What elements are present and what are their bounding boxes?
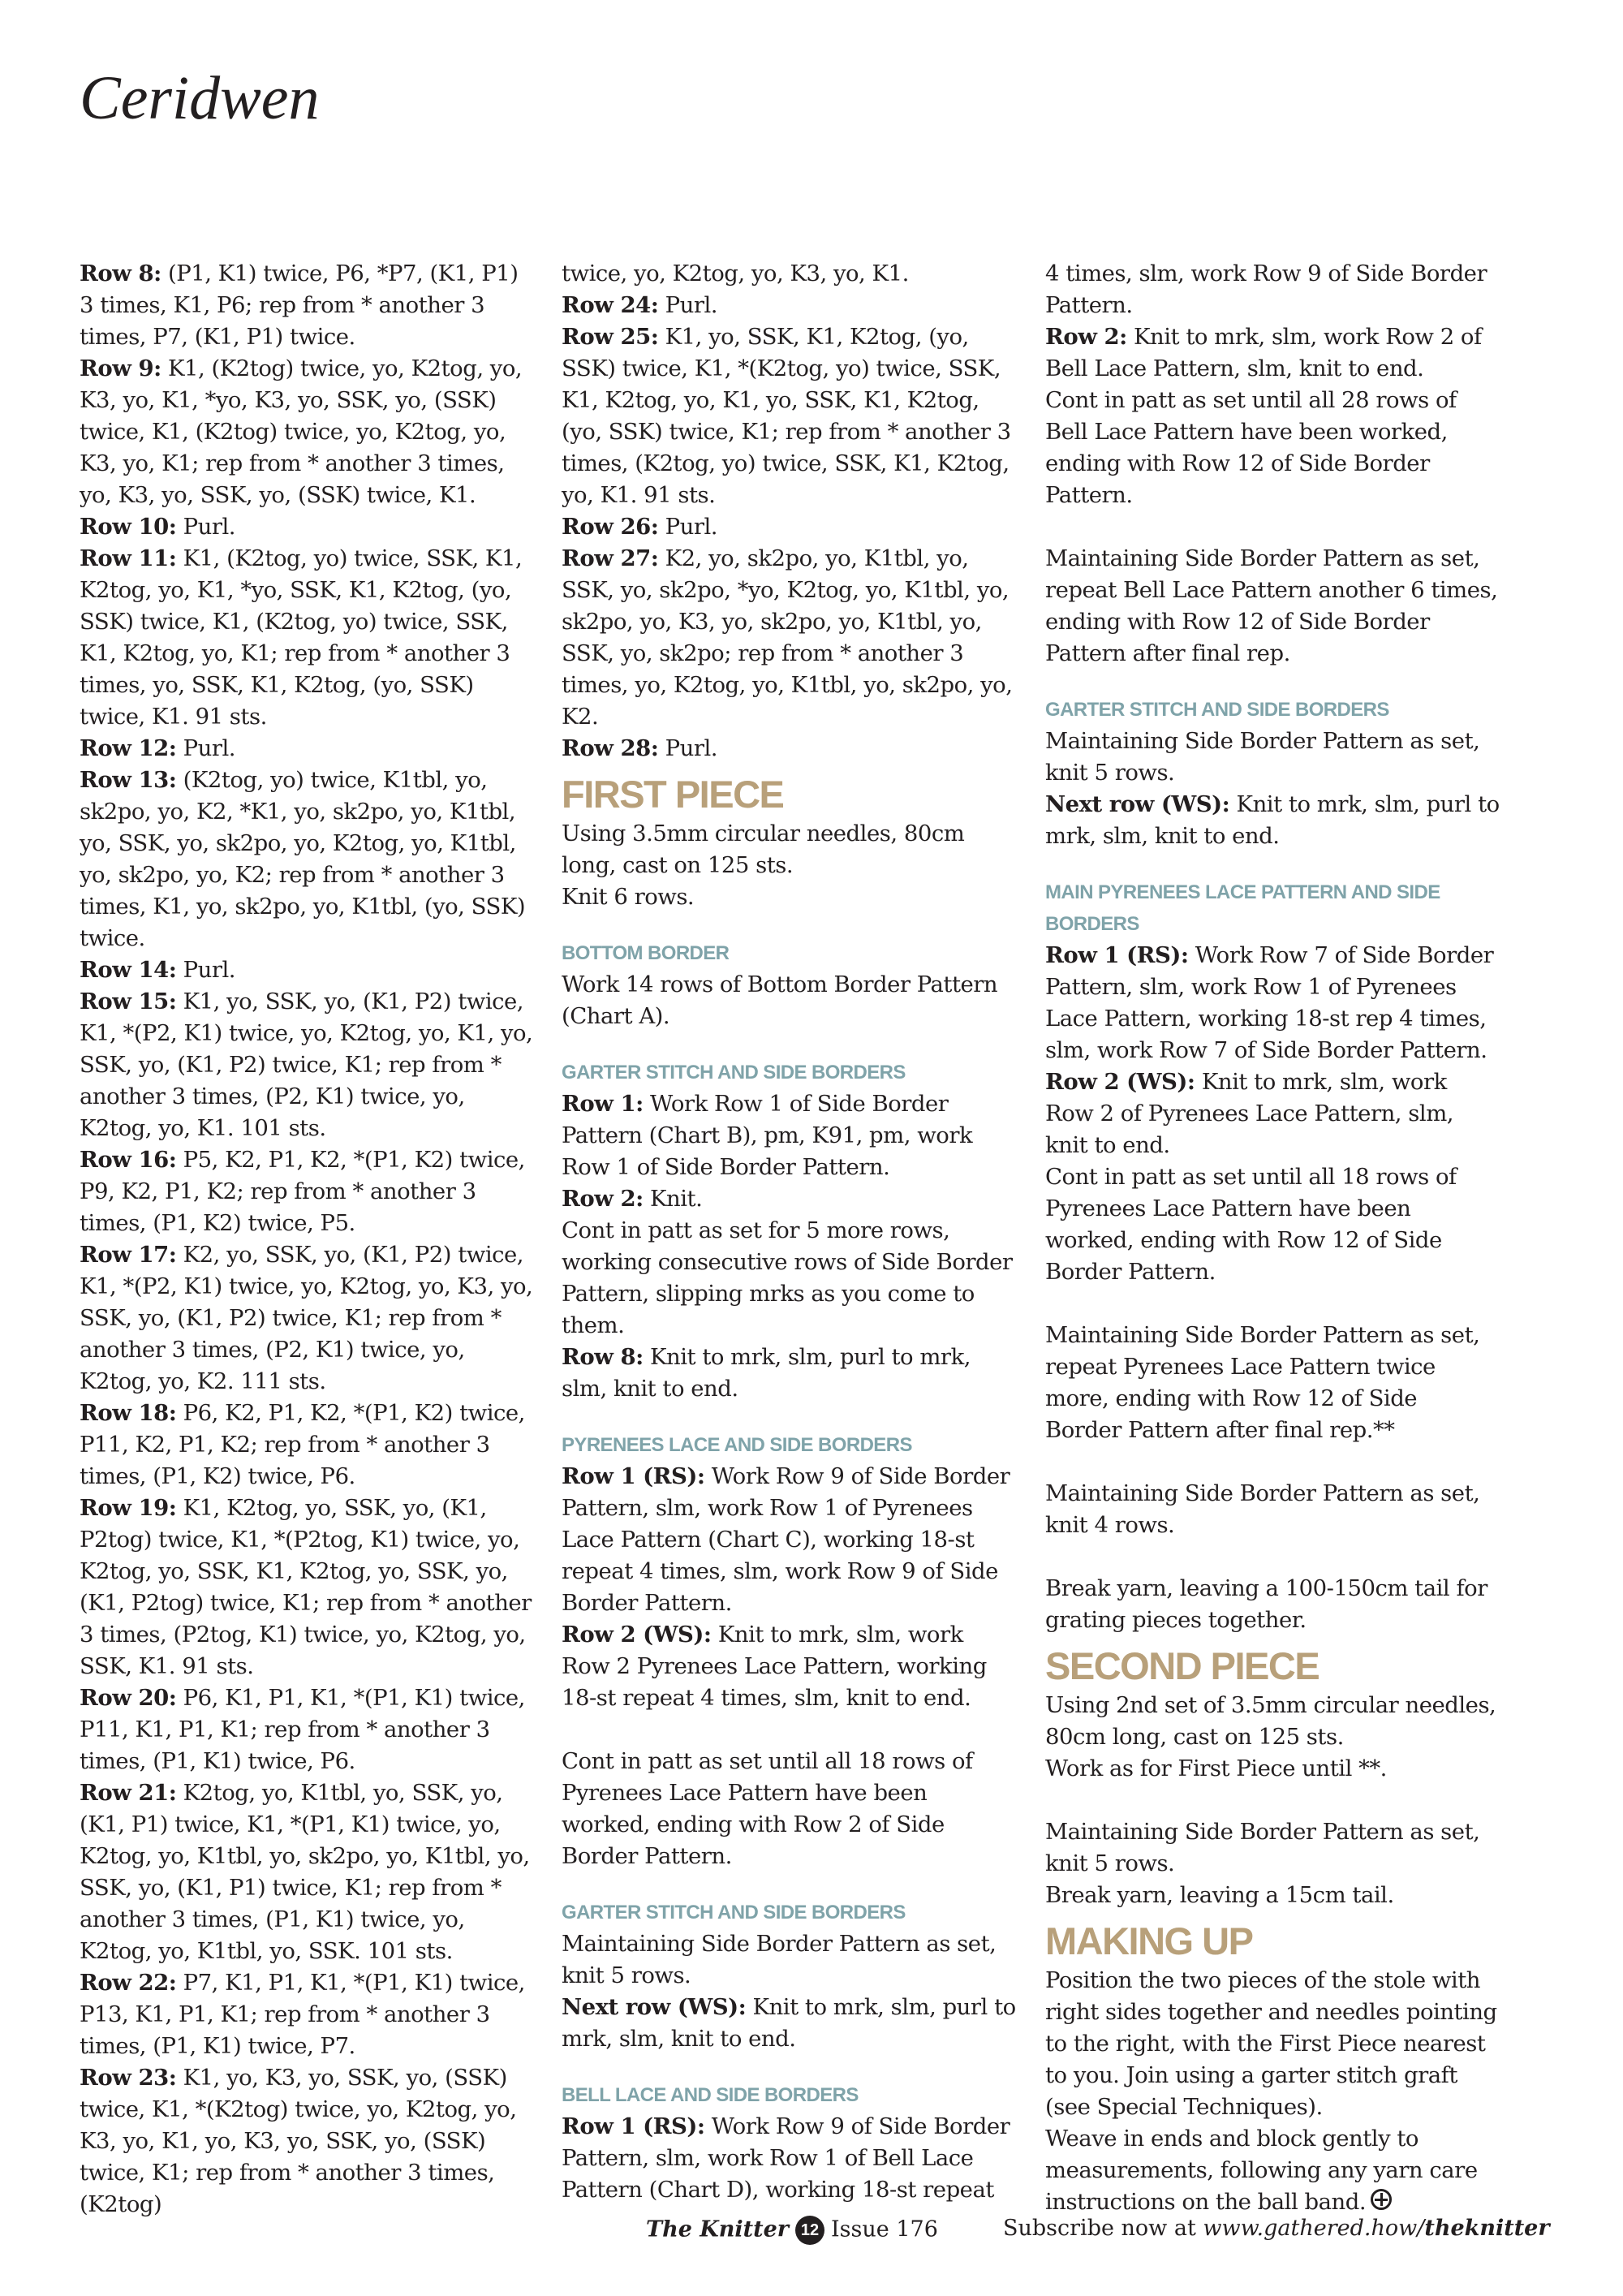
pattern-row <box>562 321 1016 511</box>
first-piece-intro-2: Knit 6 rows. <box>562 884 695 910</box>
row-label: Row 2: <box>562 1186 644 1212</box>
pattern-row <box>80 543 534 733</box>
pyrenees-para: Cont in patt as set until all 18 rows of Pyrenees Lace Pattern have been worked, ending with Row 2 of Side Border Pattern. <box>562 1748 973 1869</box>
row-text: Knit to mrk, slm, work Row 2 Pyrenees Lace Pattern, working 18-st repeat 4 times, slm, knit to end. <box>562 1622 987 1711</box>
pattern-row <box>1045 940 1500 1066</box>
bottom-border-text: Work 14 rows of Bottom Border Pattern (Chart A). <box>562 971 998 1029</box>
row-label: Row 17: <box>80 1242 177 1268</box>
pattern-row <box>80 765 534 954</box>
first-piece-intro-1: Using 3.5mm circular needles, 80cm long, cast on 125 sts. <box>562 821 965 878</box>
row-text: Purl. <box>658 292 718 318</box>
row-text: K1, yo, SSK, yo, (K1, P2) twice, K1, *(P2, K1) twice, yo, K2tog, yo, K1, yo, SSK, yo, (K1, P2) twice, K1; rep from * another 3 times, (P2, K1) twice, yo, K2tog, yo, K1. 101 sts. <box>80 989 533 1141</box>
subheading-pyrenees: PYRENEES LACE AND SIDE BORDERS <box>562 1434 912 1456</box>
footer-subscribe <box>1003 2216 1550 2241</box>
row-label: Row 10: <box>80 514 177 540</box>
row-text: 4 times, slm, work Row 9 of Side Border Pattern. <box>1045 261 1487 318</box>
row-label: Row 13: <box>80 767 177 793</box>
row-label: Row 22: <box>80 1970 177 1996</box>
footer-subscribe-text: Subscribe now at <box>1003 2216 1196 2241</box>
row-text: Work Row 7 of Side Border Pattern, slm, work Row 1 of Pyrenees Lace Pattern, working 18-st rep 4 times, slm, work Row 7 of Side Border Pattern. <box>1045 942 1494 1063</box>
pattern-row <box>562 1992 1016 2055</box>
pattern-row <box>1045 385 1500 511</box>
pattern-row <box>562 733 1016 765</box>
making-up-line-2 <box>1045 2123 1500 2218</box>
column-2 <box>562 258 1016 2206</box>
row-label: Row 15: <box>80 989 177 1014</box>
row-text: P6, K1, P1, K1, *(P1, K1) twice, P11, K1, P1, K1; rep from * another 3 times, (P1, K1) twice, P6. <box>80 1685 525 1774</box>
row-text: Maintaining Side Border Pattern as set, knit 5 rows. <box>1045 728 1480 786</box>
row-text: Knit to mrk, slm, purl to mrk, slm, knit to end. <box>562 1344 971 1402</box>
row-label: Row 14: <box>80 957 177 983</box>
row-text: Cont in patt as set until all 18 rows of Pyrenees Lace Pattern have been worked, ending with Row 12 of Side Border Pattern. <box>1045 1164 1457 1285</box>
row-text: K2, yo, SSK, yo, (K1, P2) twice, K1, *(P2, K1) twice, yo, K2tog, yo, K3, yo, SSK, yo, (K1, P2) twice, K1; rep from * another 3 times, (P2, K1) twice, yo, K2tog, yo, K2. 111 sts. <box>80 1242 533 1394</box>
row-text: K2, yo, sk2po, yo, K1tbl, yo, SSK, yo, sk2po, *yo, K2tog, yo, K1tbl, yo, sk2po, yo, K3, yo, sk2po, yo, K1tbl, yo, SSK, yo, sk2po; rep from * another 3 times, yo, K2tog, yo, K1tbl, yo, sk2po, yo, K2. <box>562 545 1013 730</box>
pattern-row <box>80 954 534 986</box>
row-label: Row 12: <box>80 735 177 761</box>
row-label: Row 8: <box>562 1344 644 1370</box>
pattern-row <box>1045 258 1500 321</box>
row-label: Row 11: <box>80 545 177 571</box>
row-label: Row 2 (WS): <box>562 1622 712 1648</box>
footer-magazine: The Knitter <box>646 2216 790 2242</box>
row-label: Row 16: <box>80 1147 177 1173</box>
row-text: Work Row 9 of Side Border Pattern, slm, work Row 1 of Bell Lace Pattern (Chart D), working 18-st repeat <box>562 2113 1010 2203</box>
row-text: K1, yo, K3, yo, SSK, yo, (SSK) twice, K1, *(K2tog) twice, yo, K2tog, yo, K3, yo, K1, yo, K3, yo, SSK, yo, (SSK) twice, K1; rep from * another 3 times, (K2tog) <box>80 2065 517 2217</box>
row-text: Knit to mrk, slm, purl to mrk, slm, knit to end. <box>562 1994 1016 2052</box>
row-label: Row 26: <box>562 514 659 540</box>
end-of-pattern-icon <box>1371 2189 1392 2210</box>
subheading-bell-lace: BELL LACE AND SIDE BORDERS <box>562 2084 859 2106</box>
row-label: Row 18: <box>80 1400 177 1426</box>
row-text: twice, yo, K2tog, yo, K3, yo, K1. <box>562 261 909 286</box>
row-text: Purl. <box>658 514 718 540</box>
pattern-row <box>80 1239 534 1398</box>
footer-url-bold: theknitter <box>1424 2216 1550 2241</box>
row-label: Row 2 (WS): <box>1045 1069 1195 1095</box>
pattern-row <box>1045 726 1500 789</box>
row-text: Work Row 9 of Side Border Pattern, slm, work Row 1 of Pyrenees Lace Pattern (Chart C), working 18-st repeat 4 times, slm, work Row 9 of Side Border Pattern. <box>562 1463 1010 1616</box>
row-text: K1, K2tog, yo, SSK, yo, (K1, P2tog) twice, K1, *(P2tog, K1) twice, yo, K2tog, yo, SSK, K1, K2tog, yo, SSK, yo, (K1, P2tog) twice, K1; rep from * another 3 times, (P2tog, K1) twice, yo, K2tog, yo, SSK, K1. 91 sts. <box>80 1495 532 1679</box>
subheading-bottom-border: BOTTOM BORDER <box>562 942 730 964</box>
row-text: Knit to mrk, slm, work Row 2 of Pyrenees Lace Pattern, slm, knit to end. <box>1045 1069 1454 1158</box>
row-label: Row 25: <box>562 324 659 350</box>
second-piece-line-1: Using 2nd set of 3.5mm circular needles, 80cm long, cast on 125 sts. <box>1045 1692 1496 1750</box>
pattern-row <box>1045 1066 1500 1161</box>
row-text: Knit. <box>643 1186 703 1212</box>
pattern-row <box>80 986 534 1144</box>
footer-issue-number: Issue 176 <box>831 2216 938 2242</box>
pattern-row <box>562 290 1016 321</box>
row-text: Purl. <box>176 514 236 540</box>
pattern-row <box>562 1342 1016 1405</box>
main-pyrenees-para-1: Maintaining Side Border Pattern as set, repeat Pyrenees Lace Pattern twice more, ending with Row 12 of Side Border Pattern after final rep.** <box>1045 1322 1480 1443</box>
row-text: P5, K2, P1, K2, *(P1, K2) twice, P9, K2, P1, K2; rep from * another 3 times, (P1, K2) twice, P5. <box>80 1147 525 1236</box>
pattern-row <box>562 1183 1016 1215</box>
subheading-main-pyrenees: MAIN PYRENEES LACE PATTERN AND SIDE BORDERS <box>1045 881 1440 935</box>
making-up-line-1: Position the two pieces of the stole with right sides together and needles pointing to the right, with the First Piece nearest to you. Join using a garter stitch graft (see Special Techniques). <box>1045 1967 1497 2120</box>
row-label: Row 21: <box>80 1780 177 1806</box>
main-pyrenees-para-3: Break yarn, leaving a 100-150cm tail for grating pieces together. <box>1045 1575 1487 1633</box>
row-text: P7, K1, P1, K1, *(P1, K1) twice, P13, K1, P1, K1; rep from * another 3 times, (P1, K1) twice, P7. <box>80 1970 525 2059</box>
subheading-garter-2: GARTER STITCH AND SIDE BORDERS <box>562 1902 906 1923</box>
row-text: (K2tog, yo) twice, K1tbl, yo, sk2po, yo, K2, *K1, yo, sk2po, yo, K1tbl, yo, SSK, yo, sk2po, yo, K2tog, yo, K1tbl, yo, sk2po, yo, K2; rep from * another 3 times, K1, yo, sk2po, yo, K1tbl, (yo, SSK) twice. <box>80 767 526 951</box>
pattern-row <box>562 1928 1016 1992</box>
subheading-garter-1: GARTER STITCH AND SIDE BORDERS <box>562 1062 906 1083</box>
row-label: Row 1 (RS): <box>562 1463 705 1489</box>
column-3 <box>1045 258 1500 2218</box>
row-label: Row 19: <box>80 1495 177 1521</box>
pattern-row <box>80 353 534 511</box>
row-text: Maintaining Side Border Pattern as set, knit 5 rows. <box>562 1931 997 1988</box>
row-text: Cont in patt as set until all 28 rows of Bell Lace Pattern have been worked, ending with Row 12 of Side Border Pattern. <box>1045 387 1457 508</box>
pattern-row <box>80 511 534 543</box>
row-label: Row 8: <box>80 261 161 286</box>
pattern-row <box>80 1398 534 1493</box>
pattern-row <box>562 543 1016 733</box>
row-label: Row 23: <box>80 2065 177 2091</box>
pattern-row <box>80 258 534 353</box>
row-text: K2tog, yo, K1tbl, yo, SSK, yo, (K1, P1) twice, K1, *(P1, K1) twice, yo, K2tog, yo, K1tbl, yo, sk2po, yo, K1tbl, yo, SSK, yo, (K1, P1) twice, K1; rep from * another 3 times, (P1, K1) twice, yo, K2tog, yo, K1tbl, yo, SSK. 101 sts. <box>80 1780 530 1964</box>
row-text: K1, yo, SSK, K1, K2tog, (yo, SSK) twice, K1, *(K2tog, yo) twice, SSK, K1, K2tog, yo, K1, yo, SSK, K1, K2tog, (yo, SSK) twice, K1; rep from * another 3 times, (K2tog, yo) twice, SSK, K1, K2tog, yo, K1. 91 sts. <box>562 324 1011 508</box>
pattern-row <box>80 733 534 765</box>
section-heading-second-piece: SECOND PIECE <box>1045 1644 1319 1687</box>
row-text: Purl. <box>658 735 718 761</box>
main-pyrenees-para-2: Maintaining Side Border Pattern as set, knit 4 rows. <box>1045 1480 1480 1538</box>
row-text: (P1, K1) twice, P6, *P7, (K1, P1) 3 times, K1, P6; rep from * another 3 times, P7, (K1, P1) twice. <box>80 261 519 350</box>
row-label: Row 1: <box>562 1091 644 1117</box>
page-title: Ceridwen <box>80 64 320 132</box>
pattern-row <box>562 1461 1016 1619</box>
row-label: Row 28: <box>562 735 659 761</box>
bell-repeat-para: Maintaining Side Border Pattern as set, repeat Bell Lace Pattern another 6 times, ending with Row 12 of Side Border Pattern after final rep. <box>1045 545 1498 666</box>
pattern-row <box>562 511 1016 543</box>
making-up-line-2-text: Weave in ends and block gently to measurements, following any yarn care instructions on the ball band. <box>1045 2126 1478 2215</box>
pattern-row <box>80 1967 534 2062</box>
row-text: Purl. <box>176 735 236 761</box>
pattern-row <box>1045 789 1500 852</box>
pattern-row <box>80 1682 534 1777</box>
row-label: Row 1 (RS): <box>562 2113 705 2139</box>
page-number-badge: 12 <box>795 2216 824 2245</box>
pattern-row <box>80 1777 534 1967</box>
row-text: K1, (K2tog, yo) twice, SSK, K1, K2tog, yo, K1, *yo, SSK, K1, K2tog, (yo, SSK) twice, K1, (K2tog, yo) twice, SSK, K1, K2tog, yo, K1; rep from * another 3 times, yo, SSK, K1, K2tog, (yo, SSK) twice, K1. 91 sts. <box>80 545 523 730</box>
section-heading-making-up: MAKING UP <box>1045 1919 1253 1962</box>
row-label: Row 2: <box>1045 324 1127 350</box>
footer-url[interactable] <box>1203 2216 1549 2241</box>
footer-url-prefix: www.gathered.how/ <box>1203 2216 1425 2241</box>
row-label: Next row (WS): <box>562 1994 747 2020</box>
second-piece-line-3: Maintaining Side Border Pattern as set, knit 5 rows. <box>1045 1819 1480 1876</box>
pattern-row <box>1045 1161 1500 1288</box>
section-heading-first-piece: FIRST PIECE <box>562 773 784 816</box>
row-text: Work Row 1 of Side Border Pattern (Chart B), pm, K91, pm, work Row 1 of Side Border Pattern. <box>562 1091 973 1180</box>
pattern-row <box>562 2111 1016 2206</box>
pattern-row <box>80 1144 534 1239</box>
row-text: Knit to mrk, slm, work Row 2 of Bell Lace Pattern, slm, knit to end. <box>1045 324 1482 381</box>
row-label: Row 9: <box>80 355 161 381</box>
pattern-row <box>80 1493 534 1682</box>
row-label: Row 1 (RS): <box>1045 942 1189 968</box>
row-text: Knit to mrk, slm, purl to mrk, slm, knit to end. <box>1045 791 1500 849</box>
row-label: Row 20: <box>80 1685 177 1711</box>
pattern-row <box>80 2062 534 2221</box>
column-1 <box>80 258 534 2221</box>
subheading-garter-3: GARTER STITCH AND SIDE BORDERS <box>1045 699 1389 721</box>
pattern-row <box>562 1088 1016 1183</box>
pattern-row <box>1045 321 1500 385</box>
pattern-row <box>562 1215 1016 1342</box>
second-piece-line-4: Break yarn, leaving a 15cm tail. <box>1045 1882 1394 1908</box>
row-text: Cont in patt as set for 5 more rows, working consecutive rows of Side Border Pattern, slipping mrks as you come to them. <box>562 1217 1013 1338</box>
pattern-row <box>562 1619 1016 1714</box>
row-label: Row 27: <box>562 545 659 571</box>
row-text: P6, K2, P1, K2, *(P1, K2) twice, P11, K2, P1, K2; rep from * another 3 times, (P1, K2) twice, P6. <box>80 1400 525 1489</box>
row-text: K1, (K2tog) twice, yo, K2tog, yo, K3, yo, K1, *yo, K3, yo, SSK, yo, (SSK) twice, K1, (K2tog) twice, yo, K2tog, yo, K3, yo, K1; rep from * another 3 times, yo, K3, yo, SSK, yo, (SSK) twice, K1. <box>80 355 523 508</box>
second-piece-line-2: Work as for First Piece until **. <box>1045 1755 1387 1781</box>
footer-issue <box>646 2216 938 2245</box>
row-text: Purl. <box>176 957 236 983</box>
row-label: Next row (WS): <box>1045 791 1230 817</box>
pattern-row <box>562 258 1016 290</box>
row-label: Row 24: <box>562 292 659 318</box>
